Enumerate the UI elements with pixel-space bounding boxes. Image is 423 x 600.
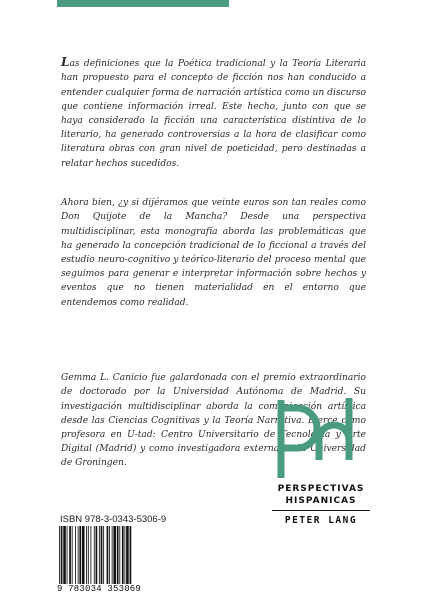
drop-cap: L <box>61 55 70 70</box>
barcode-bar <box>122 526 124 592</box>
barcode-bar <box>82 526 85 592</box>
barcode-bar <box>88 526 89 592</box>
barcode-bar <box>96 526 98 592</box>
blurb-paragraph-1-text: as definiciones que la Poética tradicional y la Teoría Literaria han propuesto para el concepto de ficción nos han conducido a entender cualquier forma de narración artística como un discurso que contiene información irreal. Este hecho, junto con que se haya considerado la ficción una característica distintiva de lo literario, ha generado controversias a la hora de clasificar como literatura obras con gran nivel de poeticidad, pero destinadas a relatar hechos sucedidos. <box>61 59 366 169</box>
isbn-label: ISBN 978-3-0343-5306-9 <box>60 514 167 525</box>
barcode-bar <box>130 526 132 592</box>
top-accent-bar <box>57 0 229 7</box>
barcode-bar <box>124 526 125 592</box>
publisher-divider <box>272 510 370 511</box>
barcode-bar <box>59 526 60 592</box>
barcode-bar <box>67 526 68 592</box>
ph-monogram-icon <box>273 398 363 478</box>
series-title-line2: HISPANICAS <box>285 495 357 506</box>
blurb-paragraph-2: Ahora bien, ¿y si dijéramos que veinte euros son tan reales como Don Quijote de la Mancha? Desde una perspectiva multidisciplinar, esta monografía aborda las problemáticas que ha generado la concepción tradicional de lo ficcional a través del estudio neuro-cognitivo y teórico-literario del proceso mental que seguimos para generar e interpretar información sobre hechos y eventos que no tienen materialidad en el entorno que entendemos como realidad. <box>61 198 366 308</box>
barcode <box>57 526 159 592</box>
barcode-bar <box>63 526 66 592</box>
barcode-bar <box>94 526 95 592</box>
series-title <box>271 484 371 507</box>
barcode-bar <box>78 526 79 592</box>
barcode-bar <box>117 526 119 592</box>
publisher-name: PETER LANG <box>284 515 358 526</box>
barcode-bar <box>75 526 76 592</box>
barcode-bar <box>119 526 120 592</box>
barcode-bar <box>61 526 63 592</box>
barcode-bar <box>86 526 87 592</box>
barcode-bar <box>113 526 116 592</box>
barcode-bar <box>79 526 81 592</box>
blurb-paragraph-1 <box>61 55 366 171</box>
barcode-bar <box>69 526 71 592</box>
author-bio: Gemma L. Canicio fue galardonada con el premio extraordinario de doctorado por la Universidad Autónoma de Madrid. Su investigación multidisciplinar aborda la comunicación artística desde las Ciencias Cognitivas y la Teoría Narrativa. Ejerce como profesora en U-tad: Centro Universitario de Tecnología y Arte Digital (Madrid) y como investigadora externa en la Universidad de Groningen. <box>61 373 366 469</box>
series-title-line1: PERSPECTIVAS <box>277 484 365 494</box>
barcode-bar <box>109 526 110 592</box>
barcode-bar <box>112 526 113 592</box>
barcode-digits: 9 783034 353069 <box>57 584 163 594</box>
barcode-bar <box>72 526 73 592</box>
barcode-bar <box>99 526 100 592</box>
barcode-bar <box>126 526 129 592</box>
barcode-bar <box>103 526 104 592</box>
barcode-bar <box>101 526 103 592</box>
barcode-bar <box>90 526 91 592</box>
barcode-bar <box>107 526 109 592</box>
